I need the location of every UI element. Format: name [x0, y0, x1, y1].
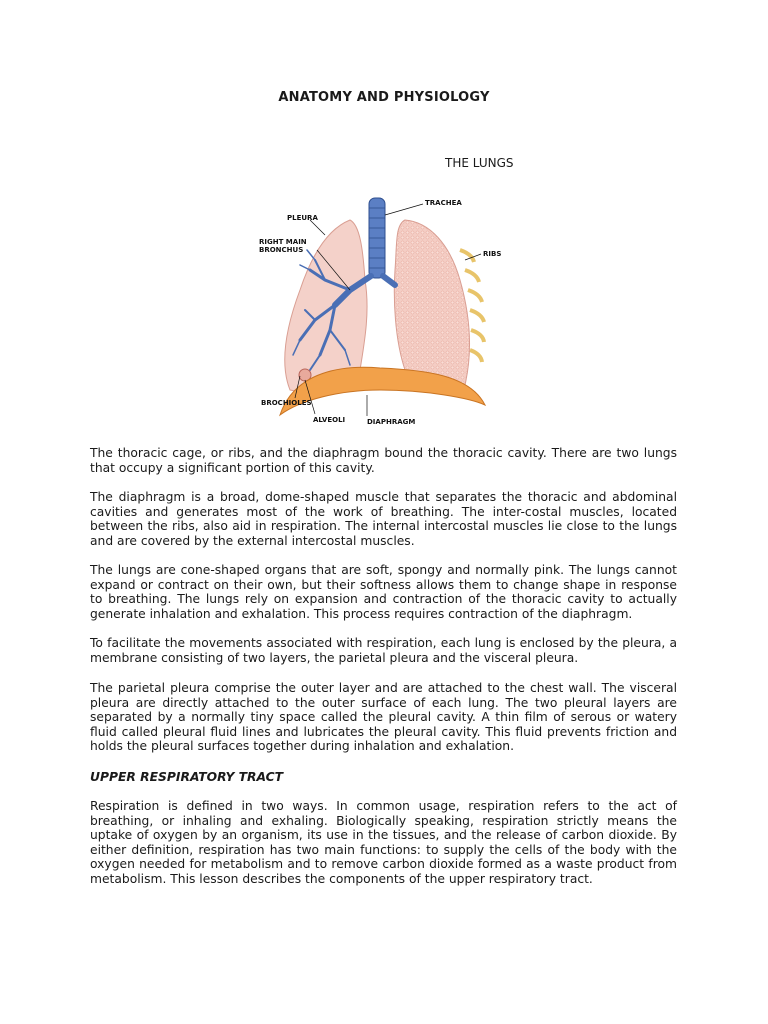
- paragraph-pleural-layers: The parietal pleura comprise the outer layer and are attached to the chest wall. The visceral pleura are directly attached to the outer surface of each lung. The two pleural layers are separated by a normally tiny space called the pleural cavity. A thin film of serous or watery fluid called pleural fluid lines and lubricates the pleural cavity. This fluid prevents friction and holds the pleural surfaces together during inhalation and exhalation.: [90, 681, 677, 754]
- paragraph-thoracic-cage: The thoracic cage, or ribs, and the diaphragm bound the thoracic cavity. There are two lungs that occupy a significant portion of this cavity.: [90, 446, 677, 475]
- label-right-main: RIGHT MAIN: [259, 238, 307, 246]
- lungs-diagram: [255, 190, 515, 430]
- label-diaphragm: DIAPHRAGM: [367, 418, 416, 426]
- paragraph-diaphragm: The diaphragm is a broad, dome-shaped muscle that separates the thoracic and abdominal cavities and generates most of the work of breathing. The inter-costal muscles, located between the ribs, also aid in respiration. The internal intercostal muscles lie close to the lungs and are covered by the external intercostal muscles.: [90, 490, 677, 548]
- label-brochioles: BROCHIOLES: [261, 399, 312, 407]
- paragraph-lungs: The lungs are cone-shaped organs that are soft, spongy and normally pink. The lungs cannot expand or contract on their own, but their softness allows them to change shape in response to breathing. The lungs rely on expansion and contraction of the thoracic cavity to actually generate inhalation and exhalation. This process requires contraction of the diaphragm.: [90, 563, 677, 621]
- label-pleura: PLEURA: [287, 214, 318, 222]
- paragraph-respiration: Respiration is defined in two ways. In common usage, respiration refers to the act of breathing, or inhaling and exhaling. Biologically speaking, respiration strictly means the uptake of oxygen by an organism, its use in the tissues, and the release of carbon dioxide. By either definition, respiration has two main functions: to supply the cells of the body with the oxygen needed for metabolism and to remove carbon dioxide formed as a waste product from metabolism. This lesson describes the components of the upper respiratory tract.: [90, 799, 677, 886]
- section-subtitle: THE LUNGS: [445, 156, 514, 170]
- label-bronchus: BRONCHUS: [259, 246, 304, 254]
- trachea-illustration: [369, 198, 385, 278]
- left-lung-illustration: [394, 220, 469, 385]
- paragraph-pleura: To facilitate the movements associated with respiration, each lung is enclosed by the pleura, a membrane consisting of two layers, the parietal pleura and the visceral pleura.: [90, 636, 677, 665]
- label-ribs: RIBS: [483, 250, 502, 258]
- section-heading: UPPER RESPIRATORY TRACT: [90, 770, 284, 784]
- page-title: ANATOMY AND PHYSIOLOGY: [278, 90, 490, 105]
- label-trachea: TRACHEA: [425, 199, 462, 207]
- label-alveoli: ALVEOLI: [313, 416, 346, 424]
